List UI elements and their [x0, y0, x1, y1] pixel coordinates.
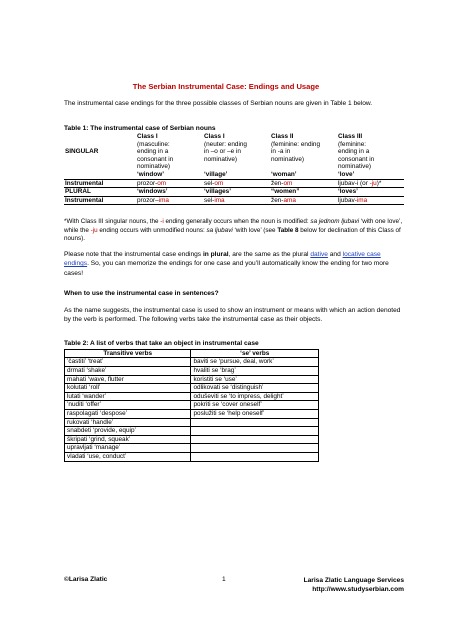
verb-cell: [191, 427, 319, 436]
ending: ima: [158, 196, 169, 204]
stem: prozor–: [137, 196, 159, 204]
plural-gloss: ‘villages’: [203, 188, 270, 197]
col-desc: ending in a: [338, 148, 370, 156]
plural-gloss: ‘loves’: [337, 188, 404, 197]
footer-company: [304, 576, 404, 594]
table1-header-row: [64, 133, 404, 141]
ending: ama: [283, 196, 296, 204]
col-desc: nominative): [204, 155, 238, 163]
table-row: [65, 392, 319, 401]
verb-cell: oduševiti se ‘to impress, delight’: [191, 392, 319, 401]
col-example: ‘village’: [204, 170, 228, 178]
col-head: Class I: [137, 133, 158, 140]
table-row: [65, 358, 319, 367]
verbs-table: [64, 349, 319, 462]
verb-cell: drmati ‘shake’: [65, 367, 191, 376]
intro-paragraph: The instrumental case endings for the three possible classes of Serbian nouns are given in Table 1 below.: [64, 100, 373, 107]
plural-gloss: ‘windows’: [136, 188, 203, 197]
verb-cell: [191, 435, 319, 444]
verb-cell: [191, 444, 319, 453]
col-desc: nominative): [271, 155, 305, 163]
ending: om: [283, 179, 293, 187]
footer-page-number: 1: [222, 576, 226, 583]
col-desc: (neuter: ending: [204, 140, 247, 148]
table-row: [65, 427, 319, 436]
dative-link[interactable]: dative: [310, 251, 328, 258]
table-row: [65, 435, 319, 444]
row-label: PLURAL: [64, 188, 136, 197]
col-head: Class I: [204, 133, 225, 140]
verb-cell: ’nuditi ‘offer’: [65, 401, 191, 410]
ending: ima: [356, 196, 368, 204]
tail: )*: [376, 179, 382, 187]
table2-header-row: [65, 350, 319, 358]
ending: om: [214, 179, 224, 187]
verb-cell: [191, 452, 319, 461]
col-desc: (feminine:: [338, 140, 367, 148]
verb-cell: kolutati ‘roll’: [65, 384, 191, 393]
col-example: ‘window’: [137, 170, 164, 178]
verb-cell: pokriti se ‘cover oneself’: [191, 401, 319, 410]
ending: -ju: [369, 179, 377, 187]
table1-caption: Table 1: The instrumental case of Serbian nouns: [64, 125, 216, 132]
verb-cell: raspolagati ‘despose’: [65, 409, 191, 418]
stem: prozor-: [137, 179, 158, 187]
table-row: [64, 188, 404, 197]
footer-company-name: Larisa Zlatic Language Services: [303, 577, 404, 584]
table-row: [64, 179, 404, 188]
table-row: [65, 444, 319, 453]
col-example: ‘love’: [338, 170, 355, 178]
footer-website: http://www.studyserbian.com: [312, 586, 404, 593]
verb-cell: hvaliti se ‘brag’: [191, 367, 319, 376]
col-desc: (masculine:: [137, 140, 170, 148]
se-verbs-header: ‘se’ verbs: [191, 350, 319, 358]
verb-cell: ’častiti’ ‘treat’: [65, 358, 191, 367]
table-row: [65, 401, 319, 410]
verb-cell: rukovati ‘handle’: [65, 418, 191, 427]
verb-cell: upravljati ‘manage’: [65, 444, 191, 453]
stem: sel-: [204, 196, 215, 204]
stem: ljubav-: [338, 196, 357, 204]
table-row: [65, 384, 319, 393]
verb-cell: baviti se ‘pursue, deal, work’: [191, 358, 319, 367]
table-row: [65, 367, 319, 376]
table1-footnote: *With Class III singular nouns, the -i ending generally occurs when the noun is modified: sa jednom ljubavi ‘with one love’, while the -ju ending occurs with unmodified nouns: sa ljubavi ‘with love’ (see Table 8 below for declination of this Class of nouns).: [64, 218, 403, 243]
transitive-verbs-header: Transitive verbs: [65, 350, 191, 358]
col-desc: consonant in: [338, 155, 375, 163]
page-title: The Serbian Instrumental Case: Endings and Usage: [132, 82, 320, 91]
ending: om: [157, 179, 167, 187]
row-label: Instrumental: [64, 196, 136, 205]
instrumental-endings-table: [64, 133, 404, 205]
col-head: Class III: [338, 133, 363, 140]
verb-cell: mahati ‘wave, flutter: [65, 375, 191, 384]
verb-cell: snabdeti ‘provide, equip’: [65, 427, 191, 436]
singular-label: SINGULAR: [65, 148, 99, 156]
verb-cell: odlikovati se ‘distinguish’: [191, 384, 319, 393]
usage-paragraph: As the name suggests, the instrumental case is used to show an instrument or means with which an action denoted by the verb is performed. The following verbs take the instrumental case as their objects.: [64, 307, 401, 324]
table-row: [65, 418, 319, 427]
col-desc: consonant in: [137, 155, 174, 163]
col-desc: ending in a: [137, 148, 169, 156]
table-row: [65, 452, 319, 461]
verb-cell: poslužiti se ‘help oneself’: [191, 409, 319, 418]
col-desc: nominative): [338, 163, 372, 171]
footer-copyright: ©Larisa Zlatic: [64, 576, 108, 583]
plural-note-paragraph: Please note that the instrumental case endings in plural, are the same as the plural dative and locative case endings. So, you can memorize the endings for one case and you’ll automatically know the ending for two more cases!: [64, 251, 389, 277]
verb-cell: koristiti se ‘use’: [191, 375, 319, 384]
row-label: Instrumental: [64, 179, 136, 188]
verb-cell: [191, 418, 319, 427]
ending: ima: [214, 196, 225, 204]
stem: žen-: [271, 196, 284, 204]
col-desc: in -a in: [271, 148, 291, 156]
stem: sel-: [204, 179, 215, 187]
plural-gloss: “women”: [270, 188, 337, 197]
table-row: [65, 409, 319, 418]
stem: žen-: [271, 179, 284, 187]
locative-link[interactable]: locative case endings: [64, 251, 381, 268]
verb-cell: škripati ‘grind, squeak’: [65, 435, 191, 444]
table-row: [65, 375, 319, 384]
usage-heading: When to use the instrumental case in sentences?: [64, 290, 219, 297]
col-desc: nominative): [137, 163, 171, 171]
stem: ljubav-i (or: [338, 179, 370, 187]
table-row: [64, 196, 404, 205]
col-example: ‘woman’: [271, 170, 297, 178]
verb-cell: vladati ‘use, conduct’: [65, 452, 191, 461]
col-desc: [270, 163, 337, 171]
col-desc: in –o or –e in: [204, 148, 241, 156]
col-head: Class II: [271, 133, 294, 140]
col-desc: (feminine: ending: [271, 140, 321, 148]
table2-caption: Table 2: A list of verbs that take an object in instrumental case: [64, 340, 259, 347]
verb-cell: lutati ‘wander’: [65, 392, 191, 401]
col-desc: [203, 163, 270, 171]
